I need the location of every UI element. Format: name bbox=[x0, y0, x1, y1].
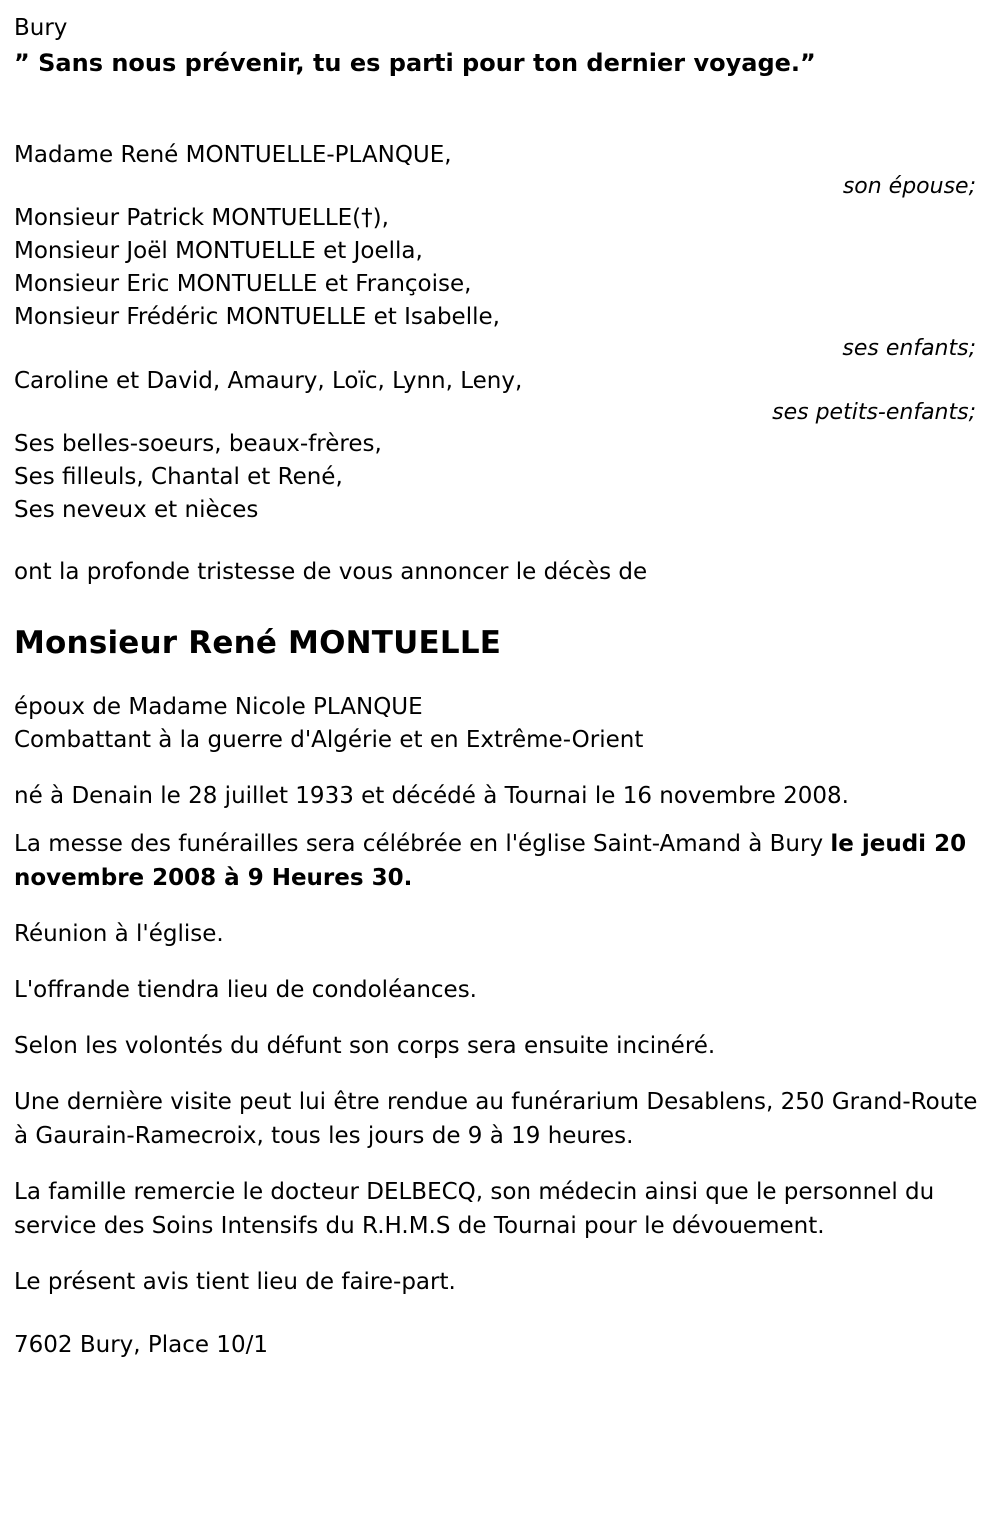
list-item: Ses neveux et nièces bbox=[14, 497, 259, 523]
list-item: Monsieur Patrick MONTUELLE(†), bbox=[14, 205, 389, 231]
mass-text: La messe des funérailles sera célébrée en l'église Saint-Amand à Bury bbox=[14, 831, 831, 857]
list-item: Monsieur Eric MONTUELLE et Françoise, bbox=[14, 271, 472, 297]
veteran-line: Combattant à la guerre d'Algérie et en Extrême-Orient bbox=[14, 727, 644, 753]
offering-line: L'offrande tiendra lieu de condoléances. bbox=[14, 977, 477, 1003]
locality-text: Bury bbox=[14, 15, 68, 41]
address-line: 7602 Bury, Place 10/1 bbox=[14, 1332, 268, 1358]
birth-death-line: né à Denain le 28 juillet 1933 et décédé à Tournai le 16 novembre 2008. bbox=[14, 783, 849, 809]
relatives-list bbox=[14, 428, 986, 527]
notice-note: Le présent avis tient lieu de faire-part. bbox=[14, 1269, 456, 1295]
list-item: Monsieur Frédéric MONTUELLE et Isabelle, bbox=[14, 304, 500, 330]
spacer bbox=[14, 82, 986, 112]
epitaph-quote: ” Sans nous prévenir, tu es parti pour ton dernier voyage.” bbox=[14, 49, 816, 77]
family-section bbox=[14, 138, 986, 527]
deceased-details bbox=[14, 691, 986, 757]
grandchildren-role: ses petits-enfants; bbox=[772, 400, 976, 425]
deceased-name: Monsieur René MONTUELLE bbox=[14, 625, 502, 661]
thanks-info: La famille remercie le docteur DELBECQ, son médecin ainsi que le personnel du service des Soins Intensifs du R.H.M.S de Tournai pour le dévouement. bbox=[14, 1179, 935, 1239]
mass-datetime: le jeudi 20 novembre 2008 à 9 Heures 30. bbox=[14, 831, 967, 891]
announcement-text: ont la profonde tristesse de vous annoncer le décès de bbox=[14, 559, 648, 585]
list-item: Ses belles-soeurs, beaux-frères, bbox=[14, 431, 382, 457]
cremation-line: Selon les volontés du défunt son corps sera ensuite incinéré. bbox=[14, 1033, 716, 1059]
spouse-of-line: époux de Madame Nicole PLANQUE bbox=[14, 694, 423, 720]
list-item: Monsieur Joël MONTUELLE et Joella, bbox=[14, 238, 423, 264]
reunion-line: Réunion à l'église. bbox=[14, 921, 224, 947]
spouse-role: son épouse; bbox=[842, 174, 976, 199]
spouse-line: Madame René MONTUELLE-PLANQUE, bbox=[14, 142, 452, 168]
funeral-mass-info bbox=[14, 827, 986, 895]
children-list bbox=[14, 202, 986, 334]
visit-info: Une dernière visite peut lui être rendue au funérarium Desablens, 250 Grand-Route à Gaurain-Ramecroix, tous les jours de 9 à 19 heures. bbox=[14, 1089, 978, 1149]
children-role: ses enfants; bbox=[842, 336, 976, 361]
list-item: Ses filleuls, Chantal et René, bbox=[14, 464, 343, 490]
grandchildren-line: Caroline et David, Amaury, Loïc, Lynn, Leny, bbox=[14, 368, 523, 394]
